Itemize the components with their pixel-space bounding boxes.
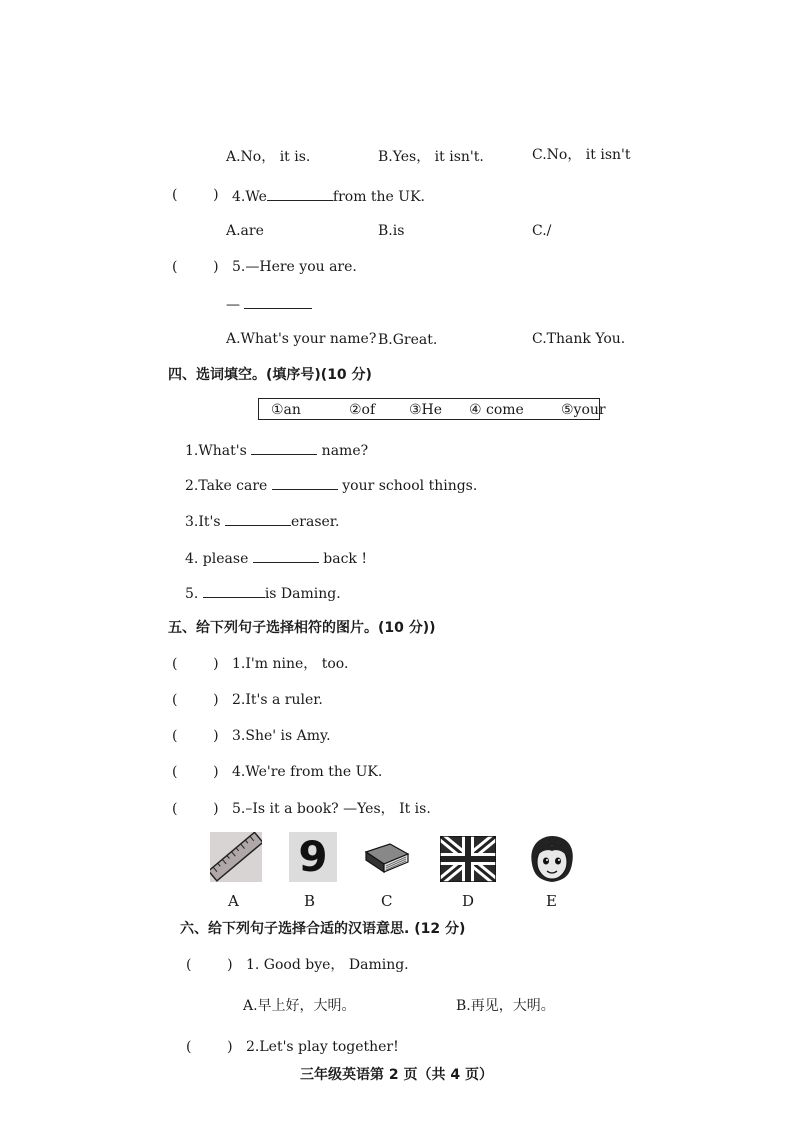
q4-answer-paren[interactable]: ( ) xyxy=(172,187,219,203)
word-option-4: ④ come xyxy=(469,402,524,418)
q6-1-paren[interactable]: ( ) xyxy=(186,957,233,973)
match-2-paren[interactable]: ( ) xyxy=(172,692,219,708)
page-footer: 三年级英语第 2 页（共 4 页） xyxy=(300,1067,493,1083)
q4-option-c: C./ xyxy=(532,223,552,239)
match-3-paren[interactable]: ( ) xyxy=(172,728,219,744)
fill-item-1-before: 1.What's xyxy=(185,443,252,459)
q6-1-text: 1. Good bye， Daming. xyxy=(246,957,409,973)
fill-item-3-after: eraser. xyxy=(291,514,340,530)
picture-label-d: D xyxy=(462,892,475,910)
q4-text: 4.We xyxy=(232,189,267,205)
q4-blank[interactable] xyxy=(267,188,333,201)
fill-item-1-blank[interactable] xyxy=(251,442,317,455)
match-4-paren[interactable]: ( ) xyxy=(172,764,219,780)
fill-item-5 xyxy=(185,585,341,601)
q6-2-text: 2.Let's play together! xyxy=(246,1039,399,1055)
fill-item-1-after: name? xyxy=(317,443,369,459)
part6-heading: 六、给下列句子选择合适的汉语意思. (12 分) xyxy=(180,921,466,937)
picture-label-c: C xyxy=(381,892,393,910)
q5-response xyxy=(226,296,312,312)
number-nine-icon xyxy=(289,832,337,882)
book-icon xyxy=(362,838,412,876)
fill-item-1 xyxy=(185,442,368,458)
word-bank xyxy=(258,398,606,420)
q5-question: 5.—Here you are. xyxy=(232,259,357,275)
match-5-text: 5.–Is it a book? —Yes， It is. xyxy=(232,801,431,817)
fill-item-3-blank[interactable] xyxy=(225,513,291,526)
fill-item-5-blank[interactable] xyxy=(203,585,265,598)
picture-label-b: B xyxy=(304,892,316,910)
match-1-paren[interactable]: ( ) xyxy=(172,656,219,672)
fill-item-5-after: is Daming. xyxy=(264,586,341,602)
word-option-5: ⑤your xyxy=(561,402,606,418)
word-option-1: ①an xyxy=(271,402,301,418)
fill-item-4-blank[interactable] xyxy=(253,550,319,563)
q4-text-after: from the UK. xyxy=(332,189,426,205)
girl-face-icon xyxy=(526,834,578,884)
q4-option-b: B.is xyxy=(378,223,405,239)
fill-item-5-before: 5. xyxy=(185,586,203,602)
fill-item-4 xyxy=(185,550,367,566)
nine-glyph: 9 xyxy=(298,832,328,881)
match-4-text: 4.We're from the UK. xyxy=(232,764,383,780)
word-option-3: ③He xyxy=(409,402,443,418)
q6-2-paren[interactable]: ( ) xyxy=(186,1039,233,1055)
fill-item-4-before: 4. please xyxy=(185,551,253,567)
match-1-text: 1.I'm nine， too. xyxy=(232,656,349,672)
q4-question xyxy=(232,188,425,204)
fill-item-3 xyxy=(185,513,339,529)
match-5-paren[interactable]: ( ) xyxy=(172,801,219,817)
picture-label-e: E xyxy=(546,892,557,910)
part4-heading: 四、选词填空。(填序号)(10 分) xyxy=(168,367,372,383)
fill-item-4-after: back ! xyxy=(318,551,367,567)
q5-option-b: B.Great. xyxy=(378,332,438,348)
fill-item-2-blank[interactable] xyxy=(272,477,338,490)
q5-dash: — xyxy=(226,297,240,313)
q5-option-c: C.Thank You. xyxy=(532,331,626,347)
fill-item-3-before: 3.It's xyxy=(185,514,225,530)
part5-heading: 五、给下列句子选择相符的图片。(10 分)) xyxy=(168,620,436,636)
fill-item-2 xyxy=(185,477,477,493)
fill-item-2-after: your school things. xyxy=(337,478,478,494)
q5-answer-paren[interactable]: ( ) xyxy=(172,259,219,275)
match-3-text: 3.She' is Amy. xyxy=(232,728,331,744)
q5-blank[interactable] xyxy=(244,296,312,309)
q3-option-b: B.Yes， it isn't. xyxy=(378,149,484,165)
fill-item-2-before: 2.Take care xyxy=(185,478,272,494)
q3-option-a: A.No， it is. xyxy=(226,149,311,165)
q3-option-c: C.No， it isn't xyxy=(532,147,631,163)
q4-option-a: A.are xyxy=(226,223,264,239)
word-option-2: ②of xyxy=(349,402,376,418)
q6-1-option-a: A.早上好，大明。 xyxy=(243,998,356,1014)
match-2-text: 2.It's a ruler. xyxy=(232,692,323,708)
q6-1-option-b: B.再见，大明。 xyxy=(456,998,555,1014)
uk-flag-icon xyxy=(440,836,496,882)
ruler-icon xyxy=(210,832,262,882)
picture-label-a: A xyxy=(228,892,239,910)
q5-option-a: A.What's your name? xyxy=(226,331,377,347)
